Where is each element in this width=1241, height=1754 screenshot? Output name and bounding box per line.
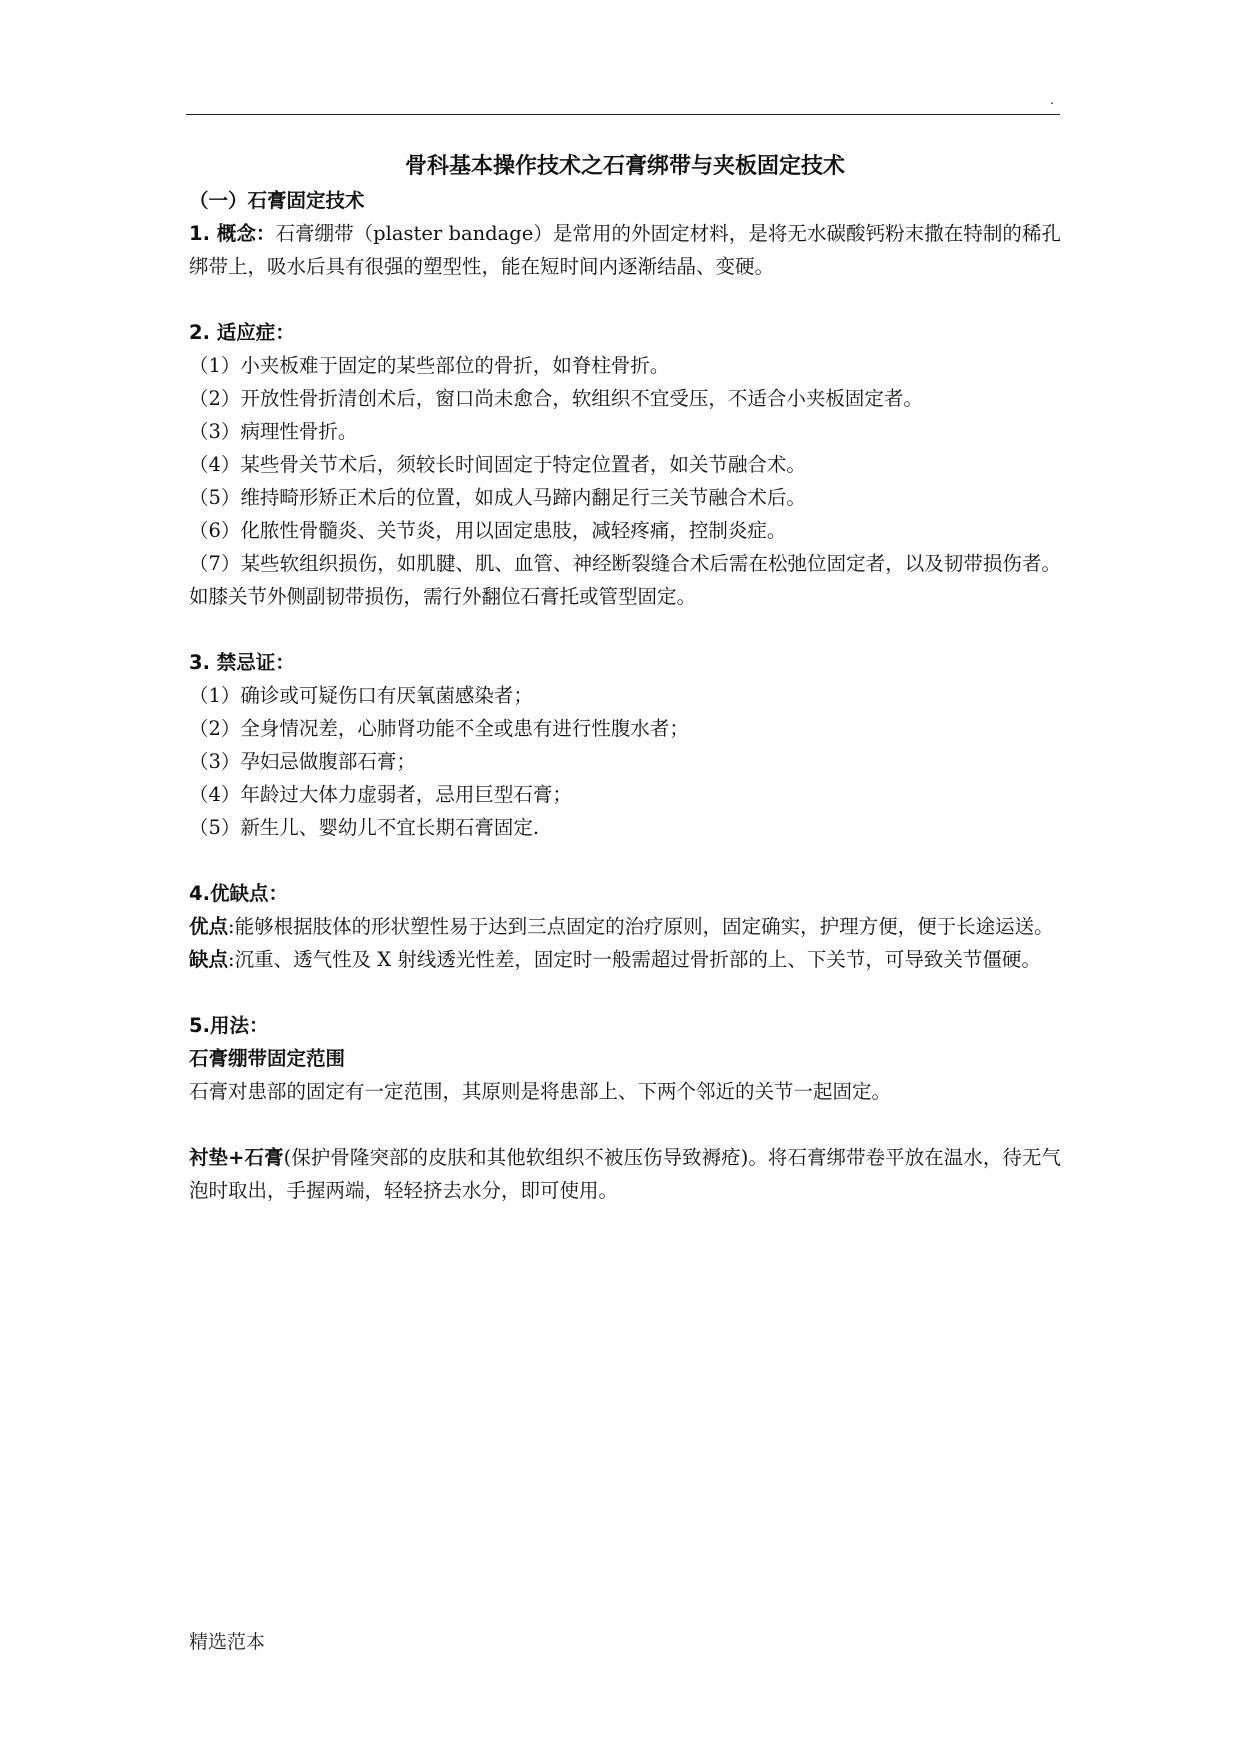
cons-text: :沉重、透气性及 X 射线透光性差，固定时一般需超过骨折部的上、下关节，可导致关节僵硬。 <box>228 948 1041 971</box>
contraindication-item: （2）全身情况差，心肺肾功能不全或患有进行性腹水者； <box>189 717 689 740</box>
spacer <box>189 283 1061 316</box>
footer-label: 精选范本 <box>189 1631 266 1653</box>
contraindication-item: （4）年龄过大体力虚弱者，忌用巨型石膏； <box>189 783 572 806</box>
concept-paragraph <box>189 217 1061 283</box>
section-heading: （一）石膏固定技术 <box>189 189 365 212</box>
concept-label: 1. 概念： <box>189 222 276 245</box>
contraindications-heading: 3. 禁忌证： <box>189 651 295 674</box>
indication-item: （5）维持畸形矫正术后的位置，如成人马蹄内翻足行三关节融合术后。 <box>189 486 806 509</box>
cons-label: 缺点 <box>189 948 229 971</box>
cons-paragraph <box>189 943 1061 976</box>
usage-heading: 5.用法： <box>189 1014 269 1037</box>
usage-range-paragraph: 石膏对患部的固定有一定范围，其原则是将患部上、下两个邻近的关节一起固定。 <box>189 1080 892 1103</box>
spacer <box>189 1108 1061 1141</box>
indication-item: （6）化脓性骨髓炎、关节炎，用以固定患肢，减轻疼痛，控制炎症。 <box>189 519 787 542</box>
document-body <box>189 150 1061 1207</box>
indication-item: （2）开放性骨折清创术后，窗口尚未愈合，软组织不宜受压，不适合小夹板固定者。 <box>189 387 923 410</box>
padding-text: (保护骨隆突部的皮肤和其他软组织不被压伤导致褥疮)。将石膏绑带卷平放在温水，待无气泡时取出，手握两端，轻轻挤去水分，即可使用。 <box>189 1146 1062 1202</box>
pros-cons-heading: 4.优缺点： <box>189 882 288 905</box>
indication-item: （4）某些骨关节术后，须较长时间固定于特定位置者，如关节融合术。 <box>189 453 806 476</box>
page-title: 骨科基本操作技术之石膏绑带与夹板固定技术 <box>404 154 845 179</box>
spacer <box>189 844 1061 877</box>
pros-text: :能够根据肢体的形状塑性易于达到三点固定的治疗原则，固定确实，护理方便，便于长途运送。 <box>228 915 1054 938</box>
pros-paragraph <box>189 910 1061 943</box>
spacer <box>189 976 1061 1009</box>
usage-padding-paragraph <box>189 1141 1061 1207</box>
concept-text: 石膏绷带（plaster bandage）是常用的外固定材料，是将无水碳酸钙粉末撒在特制的稀孔绑带上，吸水后具有很强的塑型性，能在短时间内逐渐结晶、变硬。 <box>189 222 1061 278</box>
usage-subheading: 石膏绷带固定范围 <box>189 1047 346 1070</box>
indication-item: （7）某些软组织损伤，如肌腱、肌、血管、神经断裂缝合术后需在松弛位固定者，以及韧带损伤者。如膝关节外侧副韧带损伤，需行外翻位石膏托或管型固定。 <box>189 552 1061 608</box>
spacer <box>189 613 1061 646</box>
padding-label: 衬垫+石膏 <box>189 1146 284 1169</box>
contraindication-item: （3）孕妇忌做腹部石膏； <box>189 750 416 773</box>
header-rule <box>186 114 1060 115</box>
indication-item: （3）病理性骨折。 <box>189 420 358 443</box>
indications-heading: 2. 适应症： <box>189 321 295 344</box>
contraindication-item: （5）新生儿、婴幼儿不宜长期石膏固定. <box>189 816 540 839</box>
pros-label: 优点 <box>189 915 229 938</box>
header-dot: . <box>1050 91 1054 107</box>
indication-item: （1）小夹板难于固定的某些部位的骨折，如脊柱骨折。 <box>189 354 670 377</box>
contraindication-item: （1）确诊或可疑伤口有厌氧菌感染者； <box>189 684 533 707</box>
